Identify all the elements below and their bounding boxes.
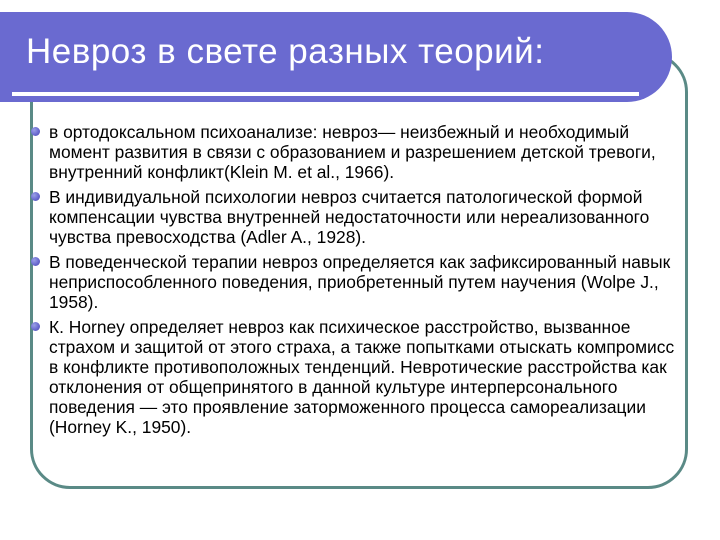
bullet-text: В поведенческой терапии невроз определяется как зафиксированный навык неприспособленного поведения, приобретенный путем научения (Wolpe J., 1958). — [49, 252, 671, 312]
bullet-dot-icon — [31, 192, 40, 201]
bullet-text: в ортодоксальном психоанализе: невроз— неизбежный и необходимый момент развития в связи с образованием и разрешением детской тревоги, внутренний конфликт(Klein M. et al., 1966). — [49, 122, 656, 182]
bullet-item-behavioral-therapy — [30, 252, 686, 312]
title-underline — [12, 92, 639, 96]
bullet-item-orthodox-psychoanalysis — [30, 122, 686, 182]
bullet-dot-icon — [31, 322, 40, 331]
bullet-text: В индивидуальной психологии невроз считается патологической формой компенсации чувства внутренней недостаточности или нереализованного чувства превосходства (Adler A., 1928). — [49, 187, 650, 247]
bullet-text: К. Horney определяет невроз как психическое расстройство, вызванное страхом и защитой от этого страха, а также попытками отыскать компромисс в конфликте противоположных тенденций. Невротические расстройства как отклонения от общепринятого в данной культуре интерперсонального поведения — это проявление заторможенного процесса самореализации (Horney K., 1950). — [49, 317, 675, 437]
slide-title: Невроз в свете разных теорий: — [26, 32, 545, 71]
bullet-item-horney — [30, 317, 686, 437]
bullet-list — [30, 122, 686, 442]
bullet-dot-icon — [31, 127, 40, 136]
bullet-dot-icon — [31, 257, 40, 266]
bullet-item-individual-psychology — [30, 187, 686, 247]
